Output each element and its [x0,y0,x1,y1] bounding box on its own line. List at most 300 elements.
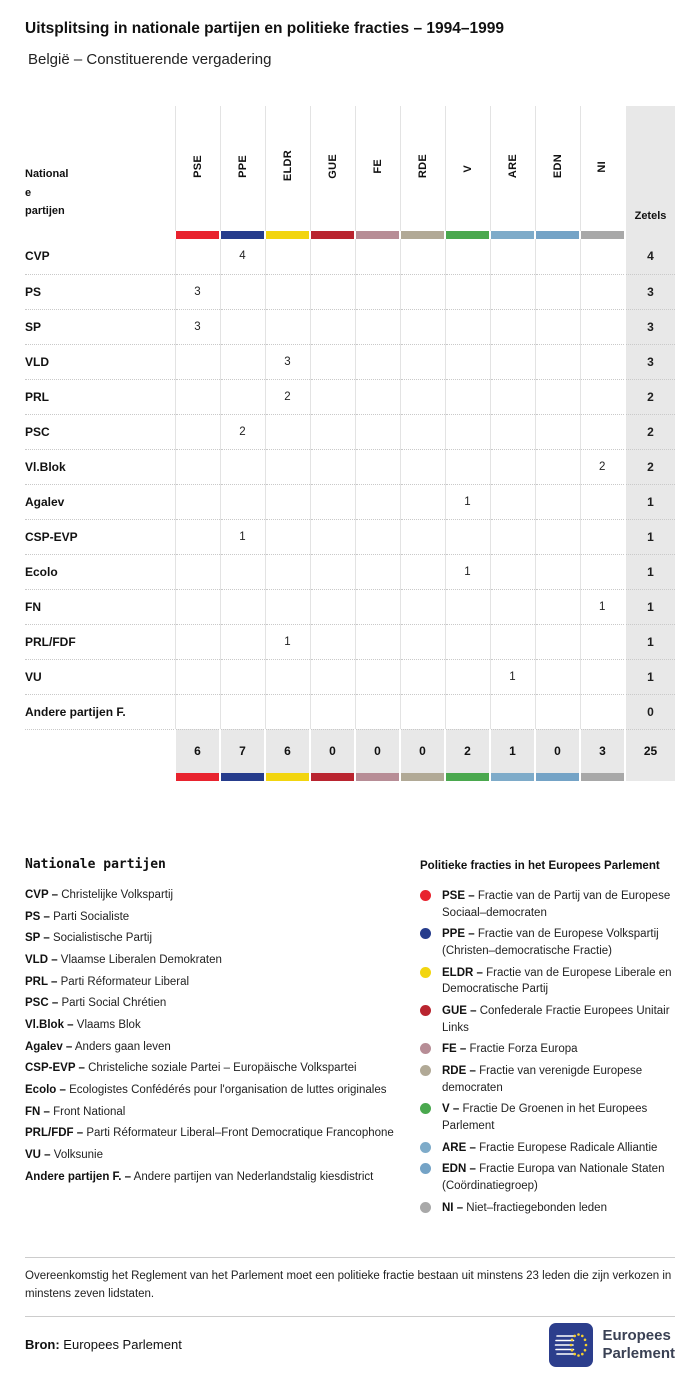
total-v: 2 [445,729,490,773]
party-full-name: Parti Réformateur Liberal–Front Democratique Francophone [86,1127,394,1140]
cell-fe [355,554,400,589]
cell-fe [355,449,400,484]
cell-eldr [265,589,310,624]
cell-pse [175,624,220,659]
color-bar-pse [175,231,220,239]
table-row [25,274,675,309]
party-full-name: Socialistische Partij [52,932,153,945]
color-bar-ni [580,231,625,239]
party-code: Andere partijen F. – [25,1170,132,1183]
totals-row [25,729,675,773]
cell-edn [535,694,580,729]
cell-ppe [220,554,265,589]
cell-are [490,554,535,589]
footer-color-bar-gue [310,773,355,781]
cell-eldr [265,519,310,554]
footer-color-bar-fe [355,773,400,781]
cell-ni [580,484,625,519]
table-row [25,449,675,484]
color-bar-eldr [265,231,310,239]
cell-ppe: 4 [220,239,265,274]
cell-ni [580,309,625,344]
legend-national-parties [25,857,395,1221]
cell-ppe [220,449,265,484]
column-header-fe [355,106,400,231]
group-code: RDE – [442,1065,476,1078]
cell-rde [400,519,445,554]
total-edn: 0 [535,729,580,773]
color-bar-rde [400,231,445,239]
group-code: GUE – [442,1005,477,1018]
cell-rde [400,484,445,519]
cell-ppe: 2 [220,414,265,449]
party-name: VU [25,659,175,694]
cell-pse [175,519,220,554]
party-full-name: Christelijke Volkspartij [61,889,174,901]
seats-table [25,106,675,781]
footer-color-bar-rde [400,773,445,781]
cell-gue [310,379,355,414]
cell-rde [400,694,445,729]
total-eldr: 6 [265,729,310,773]
color-bar-v [445,231,490,239]
total-fe: 0 [355,729,400,773]
legend-party-item [25,1125,395,1142]
column-header-label: EDN [551,153,564,179]
cell-are: 1 [490,659,535,694]
legend-party-item [25,1082,395,1099]
party-full-name: Christeliche soziale Partei – Europäische Volkspartei [88,1062,357,1075]
legend-color-dot [420,1163,431,1174]
legend-group-item [420,1200,675,1217]
group-code: V – [442,1103,460,1116]
legend-color-dot [420,928,431,939]
legend-party-item [25,1017,395,1034]
column-header-are [490,106,535,231]
cell-ppe [220,344,265,379]
cell-are [490,239,535,274]
party-full-name: Parti Social Chrétien [61,997,167,1010]
cell-eldr: 1 [265,624,310,659]
cell-v: 1 [445,484,490,519]
ep-logo-line1: Europees [602,1327,671,1345]
party-name: PRL/FDF [25,624,175,659]
cell-fe [355,344,400,379]
cell-eldr [265,239,310,274]
party-name: PRL [25,379,175,414]
cell-ni [580,694,625,729]
cell-rde [400,589,445,624]
cell-zetels: 1 [625,484,675,519]
cell-v [445,449,490,484]
bar-spacer [25,231,175,239]
source-value: Europees Parlement [63,1337,182,1353]
column-header-pse [175,106,220,231]
party-full-name: Ecologistes Confédérés pour l'organisation de luttes originales [69,1084,387,1097]
cell-edn [535,449,580,484]
cell-edn [535,239,580,274]
cell-eldr [265,659,310,694]
column-header-label: FE [371,158,384,174]
column-header-ni [580,106,625,231]
legend-group-item [420,1161,675,1194]
cell-gue [310,239,355,274]
divider-top [25,1257,675,1258]
footer-color-bar-v [445,773,490,781]
color-bar-are [490,231,535,239]
source-line [25,1337,182,1352]
party-full-name: Andere partijen van Nederlandstalig kiesdistrict [133,1170,374,1183]
cell-gue [310,449,355,484]
cell-edn [535,379,580,414]
table-row [25,589,675,624]
total-pse: 6 [175,729,220,773]
totals-spacer [25,729,175,773]
footer-color-bar-zetels [625,773,675,781]
party-code: PRL/FDF – [25,1127,84,1140]
cell-v [445,344,490,379]
cell-fe [355,519,400,554]
cell-fe [355,484,400,519]
group-full-name: Fractie Europa van Nationale Staten (Coördinatiegroep) [442,1163,665,1193]
cell-rde [400,344,445,379]
column-header-ppe [220,106,265,231]
ep-logo [549,1323,675,1367]
cell-eldr [265,554,310,589]
cell-eldr [265,274,310,309]
page-subtitle: België – Constituerende vergadering [28,51,272,68]
legend-group-item [420,1140,675,1157]
column-header-label: NI [596,160,609,173]
cell-are [490,589,535,624]
legend-group-item [420,1041,675,1058]
cell-pse [175,344,220,379]
table-row [25,694,675,729]
party-full-name: Anders gaan leven [74,1040,171,1053]
group-code: ELDR – [442,966,483,979]
zetels-label: Zetels [634,210,667,222]
cell-rde [400,659,445,694]
cell-gue [310,624,355,659]
cell-are [490,344,535,379]
legend-color-dot [420,1005,431,1016]
legend-color-dot [420,1202,431,1213]
party-name: CVP [25,239,175,274]
corner-cell [25,106,175,231]
table-row [25,309,675,344]
column-header-label: ELDR [281,150,294,182]
cell-edn [535,624,580,659]
cell-pse [175,694,220,729]
cell-eldr [265,484,310,519]
table-row [25,624,675,659]
cell-are [490,379,535,414]
legend-color-dot [420,1103,431,1114]
ep-logo-text [602,1327,675,1362]
legend-party-item [25,952,395,969]
cell-are [490,694,535,729]
ep-logo-line2: Parlement [602,1344,675,1362]
legend-color-dot [420,890,431,901]
cell-ni: 2 [580,449,625,484]
party-code: PS – [25,910,50,923]
legend-group-item [420,1101,675,1134]
column-header-edn [535,106,580,231]
cell-eldr [265,694,310,729]
cell-v [445,379,490,414]
column-header-label: V [461,164,474,173]
cell-edn [535,659,580,694]
legend-group-item [420,1063,675,1096]
cell-edn [535,414,580,449]
cell-edn [535,309,580,344]
legend-color-dot [420,1065,431,1076]
cell-ni [580,239,625,274]
cell-fe [355,309,400,344]
group-full-name: Fractie van verenigde Europese democraten [442,1065,643,1094]
cell-ni [580,344,625,379]
cell-gue [310,344,355,379]
cell-ni [580,624,625,659]
column-header-gue [310,106,355,231]
color-bar-ppe [220,231,265,239]
cell-rde [400,624,445,659]
cell-edn [535,344,580,379]
party-name: FN [25,589,175,624]
party-name: VLD [25,344,175,379]
cell-fe [355,239,400,274]
column-header-label: PSE [191,154,204,178]
total-zetels: 25 [625,729,675,773]
cell-ppe [220,659,265,694]
table-body [25,239,675,729]
party-code: Agalev – [25,1040,73,1053]
column-header-zetels [625,106,675,231]
legend-color-dot [420,1043,431,1054]
cell-eldr [265,449,310,484]
bar-spacer [25,773,175,781]
cell-v [445,589,490,624]
cell-are [490,309,535,344]
cell-gue [310,589,355,624]
cell-edn [535,484,580,519]
color-bar-fe [355,231,400,239]
cell-pse: 3 [175,309,220,344]
party-code: Vl.Blok – [25,1019,74,1032]
legend-color-dot [420,1142,431,1153]
cell-edn [535,554,580,589]
cell-gue [310,414,355,449]
legend-group-item [420,888,675,921]
cell-zetels: 3 [625,344,675,379]
cell-zetels: 3 [625,309,675,344]
footer-color-bar-are [490,773,535,781]
cell-zetels: 3 [625,274,675,309]
group-full-name: Fractie Forza Europa [469,1043,578,1056]
cell-eldr [265,309,310,344]
column-header-eldr [265,106,310,231]
table-row [25,484,675,519]
cell-v: 1 [445,554,490,589]
legend-party-item [25,909,395,926]
cell-are [490,414,535,449]
party-name: PSC [25,414,175,449]
group-full-name: Niet–fractiegebonden leden [466,1201,607,1214]
legend-party-item [25,930,395,947]
cell-eldr: 2 [265,379,310,414]
cell-v [445,519,490,554]
cell-v [445,659,490,694]
cell-ni: 1 [580,589,625,624]
group-code: EDN – [442,1163,476,1176]
cell-ppe [220,484,265,519]
cell-rde [400,414,445,449]
cell-gue [310,274,355,309]
party-code: VU – [25,1149,51,1162]
cell-rde [400,309,445,344]
table-row [25,414,675,449]
legend-group-item [420,926,675,959]
table-row [25,239,675,274]
table-row [25,379,675,414]
cell-are [490,274,535,309]
total-ni: 3 [580,729,625,773]
cell-pse [175,379,220,414]
cell-v [445,239,490,274]
party-code: VLD – [25,954,58,967]
cell-pse [175,659,220,694]
cell-fe [355,589,400,624]
party-code: PRL – [25,975,58,988]
cell-zetels: 4 [625,239,675,274]
party-full-name: Vlaamse Liberalen Demokraten [60,954,222,967]
cell-ppe [220,589,265,624]
footer-color-bar-ppe [220,773,265,781]
cell-are [490,449,535,484]
footer-color-bars [25,773,675,781]
cell-ni [580,519,625,554]
table-row [25,519,675,554]
column-header-label: GUE [326,153,339,179]
color-bar-zetels [625,231,675,239]
legend-color-dot [420,967,431,978]
group-full-name: Fractie van de Partij van de Europese Sociaal–democraten [442,890,671,919]
party-code: CSP-EVP – [25,1062,85,1075]
column-header-label: RDE [416,153,429,179]
cell-zetels: 2 [625,449,675,484]
legend-party-item [25,1060,395,1077]
party-full-name: Vlaams Blok [76,1019,141,1032]
cell-fe [355,414,400,449]
party-name: CSP-EVP [25,519,175,554]
total-gue: 0 [310,729,355,773]
legend-party-item [25,974,395,991]
cell-zetels: 2 [625,414,675,449]
party-code: CVP – [25,889,59,901]
cell-ni [580,554,625,589]
party-name: Agalev [25,484,175,519]
group-full-name: Fractie van de Europese Liberale en Democratische Partij [442,966,672,996]
cell-fe [355,694,400,729]
column-header-label: PPE [236,154,249,178]
cell-fe [355,659,400,694]
cell-edn [535,519,580,554]
header [25,20,675,68]
legend-groups-list [420,888,675,1216]
cell-v [445,624,490,659]
legend-political-groups [420,857,675,1221]
party-full-name: Parti Socialiste [53,910,130,923]
color-bar-edn [535,231,580,239]
cell-pse [175,449,220,484]
cell-zetels: 1 [625,519,675,554]
legend-party-item [25,887,395,904]
cell-pse [175,414,220,449]
group-code: NI – [442,1201,464,1214]
party-name: Vl.Blok [25,449,175,484]
legend-group-item [420,1003,675,1036]
corner-label: Nationale partijen [25,167,69,218]
legend-group-item [420,965,675,998]
group-full-name: Fractie De Groenen in het Europees Parlement [442,1103,648,1133]
column-header-v [445,106,490,231]
cell-zetels: 1 [625,624,675,659]
cell-rde [400,554,445,589]
legend-party-item [25,1039,395,1056]
footer-color-bar-eldr [265,773,310,781]
legend-party-item [25,1147,395,1164]
cell-pse [175,554,220,589]
party-full-name: Front National [53,1105,126,1118]
cell-gue [310,519,355,554]
footnote: Overeenkomstig het Reglement van het Parlement moet een politieke fractie bestaan uit minstens 23 leden die zijn verkozen in minstens zeven lidstaten. [25,1270,672,1300]
cell-ppe [220,624,265,659]
column-header-rde [400,106,445,231]
cell-v [445,309,490,344]
cell-fe [355,379,400,414]
cell-pse [175,239,220,274]
party-full-name: Volksunie [53,1149,104,1162]
party-name: Ecolo [25,554,175,589]
table-row [25,554,675,589]
cell-gue [310,554,355,589]
cell-are [490,484,535,519]
cell-rde [400,449,445,484]
table-row [25,659,675,694]
cell-eldr [265,414,310,449]
page-title: Uitsplitsing in nationale partijen en politieke fracties – 1994–1999 [25,20,504,37]
cell-ppe [220,379,265,414]
cell-ni [580,414,625,449]
cell-fe [355,274,400,309]
party-name: Andere partijen F. [25,694,175,729]
column-header-label: ARE [506,153,519,179]
cell-are [490,624,535,659]
cell-v [445,274,490,309]
cell-gue [310,694,355,729]
party-name: SP [25,309,175,344]
cell-ppe [220,694,265,729]
cell-rde [400,274,445,309]
cell-pse [175,589,220,624]
table-header-row [25,106,675,231]
cell-gue [310,309,355,344]
legend-parties-heading: Nationale partijen [25,857,166,872]
footer-color-bar-edn [535,773,580,781]
cell-v [445,414,490,449]
cell-pse: 3 [175,274,220,309]
page-footer [25,1323,675,1367]
